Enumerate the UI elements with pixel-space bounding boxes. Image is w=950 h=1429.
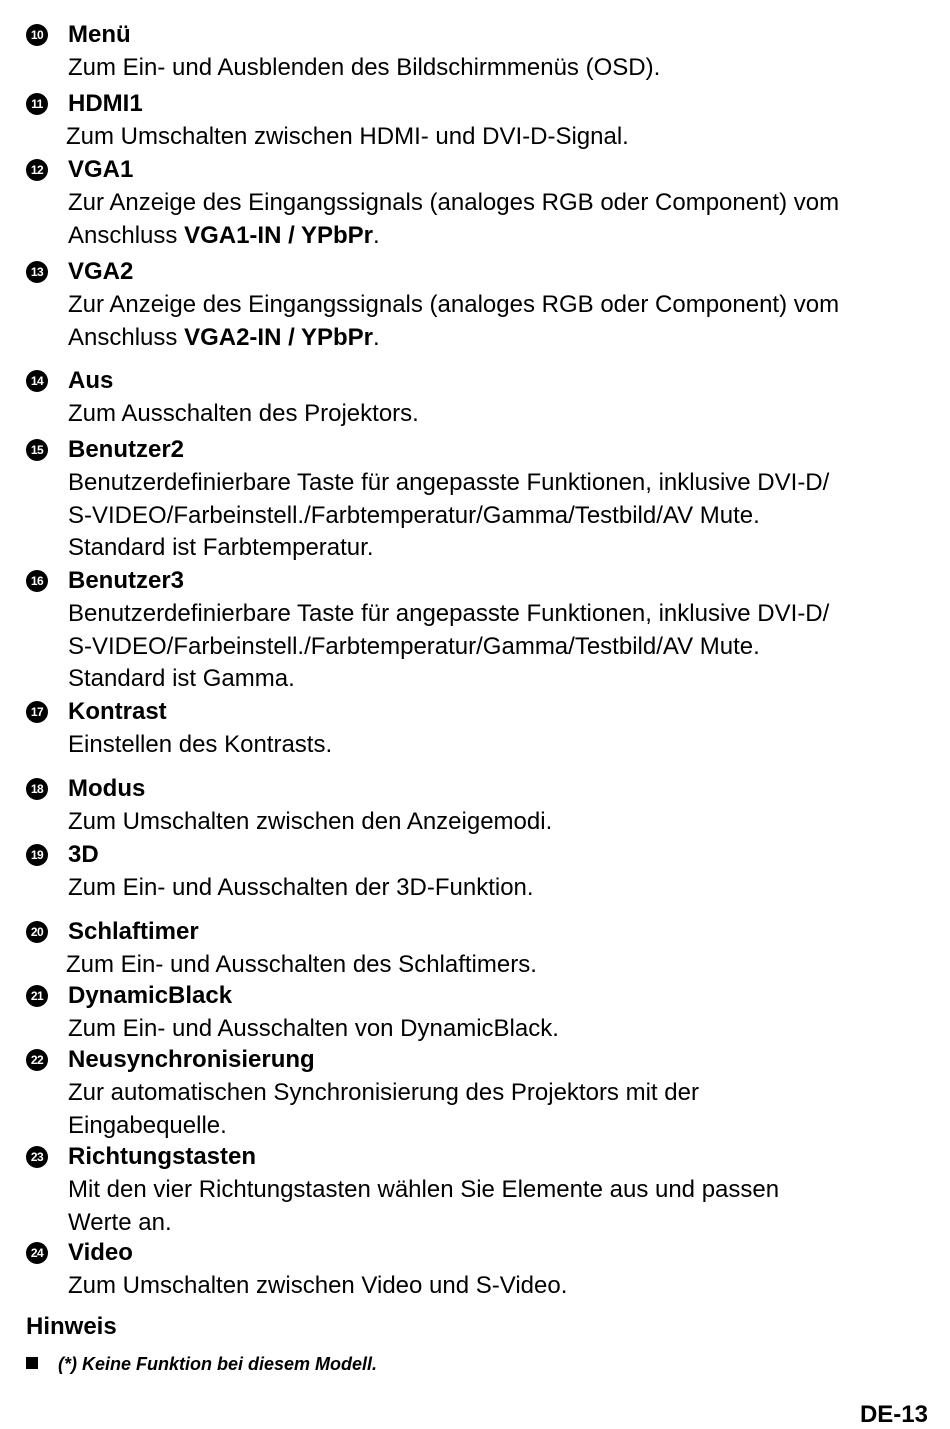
item-number-badge: 21 <box>26 985 48 1007</box>
description-text: Anschluss <box>68 323 185 351</box>
item-title: HDMI1 <box>68 90 143 117</box>
item-number-badge: 11 <box>26 93 48 115</box>
item-description <box>66 121 936 154</box>
item-description <box>68 187 938 252</box>
description-line: Benutzerdefinierbare Taste für angepasste Funktionen, inklusive DVI-D/ <box>68 600 830 627</box>
item-description <box>68 729 938 762</box>
item-title: 3D <box>68 841 99 868</box>
description-line: Mit den vier Richtungstasten wählen Sie Elemente aus und passen <box>68 1176 780 1203</box>
description-line: Zum Ausschalten des Projektors. <box>68 400 419 427</box>
description-line <box>68 220 938 253</box>
item-number-badge: 23 <box>26 1146 48 1168</box>
item-description <box>68 1270 938 1303</box>
item-number-badge: 12 <box>26 159 48 181</box>
item-title: DynamicBlack <box>68 982 233 1009</box>
item-description <box>68 598 938 696</box>
description-line: Zum Ein- und Ausschalten der 3D-Funktion. <box>68 874 534 901</box>
item-title: Aus <box>68 367 114 394</box>
item-title: Menü <box>68 21 131 48</box>
item-description <box>68 467 938 565</box>
note-text: (*) Keine Funktion bei diesem Modell. <box>58 1354 378 1374</box>
note-item <box>26 1352 377 1376</box>
connector-name: VGA2-IN / YPbPr <box>184 323 374 351</box>
item-number-badge: 18 <box>26 778 48 800</box>
description-line: Zur Anzeige des Eingangssignals (analoges RGB oder Component) vom <box>68 189 840 216</box>
description-text: . <box>373 221 380 249</box>
item-title: Kontrast <box>68 698 167 725</box>
description-line: Zur automatischen Synchronisierung des Projektors mit der <box>68 1079 699 1106</box>
item-title: Benutzer3 <box>68 567 185 594</box>
description-text: Anschluss <box>68 221 185 249</box>
item-title: Benutzer2 <box>68 436 185 463</box>
description-line: Einstellen des Kontrasts. <box>68 731 333 758</box>
item-description <box>68 1077 938 1142</box>
item-number-badge: 10 <box>26 24 48 46</box>
description-line: Standard ist Gamma. <box>68 665 295 692</box>
item-number-badge: 20 <box>26 921 48 943</box>
description-line: Zum Ein- und Ausschalten des Schlaftimers. <box>66 951 537 978</box>
item-title: Richtungstasten <box>68 1143 257 1170</box>
item-title: Schlaftimer <box>68 918 199 945</box>
description-line: Eingabequelle. <box>68 1111 227 1139</box>
item-title: Video <box>68 1239 133 1266</box>
page-number: DE-13 <box>859 1401 928 1428</box>
item-description <box>68 52 938 85</box>
item-description <box>68 1174 938 1239</box>
connector-name: VGA1-IN / YPbPr <box>184 221 374 249</box>
item-number-badge: 15 <box>26 439 48 461</box>
item-number-badge: 17 <box>26 701 48 723</box>
description-line: Benutzerdefinierbare Taste für angepasste Funktionen, inklusive DVI-D/ <box>68 469 830 496</box>
item-description <box>68 289 938 354</box>
description-line: S-VIDEO/Farbeinstell./Farbtemperatur/Gamma/Testbild/AV Mute. <box>68 501 760 529</box>
item-description <box>66 949 936 982</box>
item-number-badge: 16 <box>26 570 48 592</box>
item-number-badge: 19 <box>26 844 48 866</box>
description-line: Zum Umschalten zwischen Video und S-Video. <box>68 1272 568 1299</box>
description-line: S-VIDEO/Farbeinstell./Farbtemperatur/Gamma/Testbild/AV Mute. <box>68 632 760 660</box>
description-line <box>68 322 938 355</box>
item-title: VGA1 <box>68 156 134 183</box>
description-line: Zum Ein- und Ausschalten von DynamicBlack. <box>68 1015 559 1042</box>
note-heading: Hinweis <box>26 1313 117 1340</box>
item-number-badge: 13 <box>26 261 48 283</box>
description-line: Zum Umschalten zwischen den Anzeigemodi. <box>68 808 553 835</box>
description-line: Zur Anzeige des Eingangssignals (analoges RGB oder Component) vom <box>68 291 840 318</box>
item-title: VGA2 <box>68 258 134 285</box>
item-number-badge: 22 <box>26 1049 48 1071</box>
item-title: Neusynchronisierung <box>68 1046 315 1073</box>
description-line: Werte an. <box>68 1208 172 1236</box>
description-line: Zum Ein- und Ausblenden des Bildschirmmenüs (OSD). <box>68 54 661 81</box>
bullet-square-icon <box>26 1357 38 1369</box>
description-line: Standard ist Farbtemperatur. <box>68 534 374 561</box>
description-line: Zum Umschalten zwischen HDMI- und DVI-D-Signal. <box>66 123 629 150</box>
item-description <box>68 1013 938 1046</box>
item-title: Modus <box>68 775 146 802</box>
item-number-badge: 14 <box>26 370 48 392</box>
item-description <box>68 806 938 839</box>
item-number-badge: 24 <box>26 1242 48 1264</box>
description-text: . <box>373 323 380 351</box>
item-description <box>68 872 938 905</box>
item-description <box>68 398 938 431</box>
